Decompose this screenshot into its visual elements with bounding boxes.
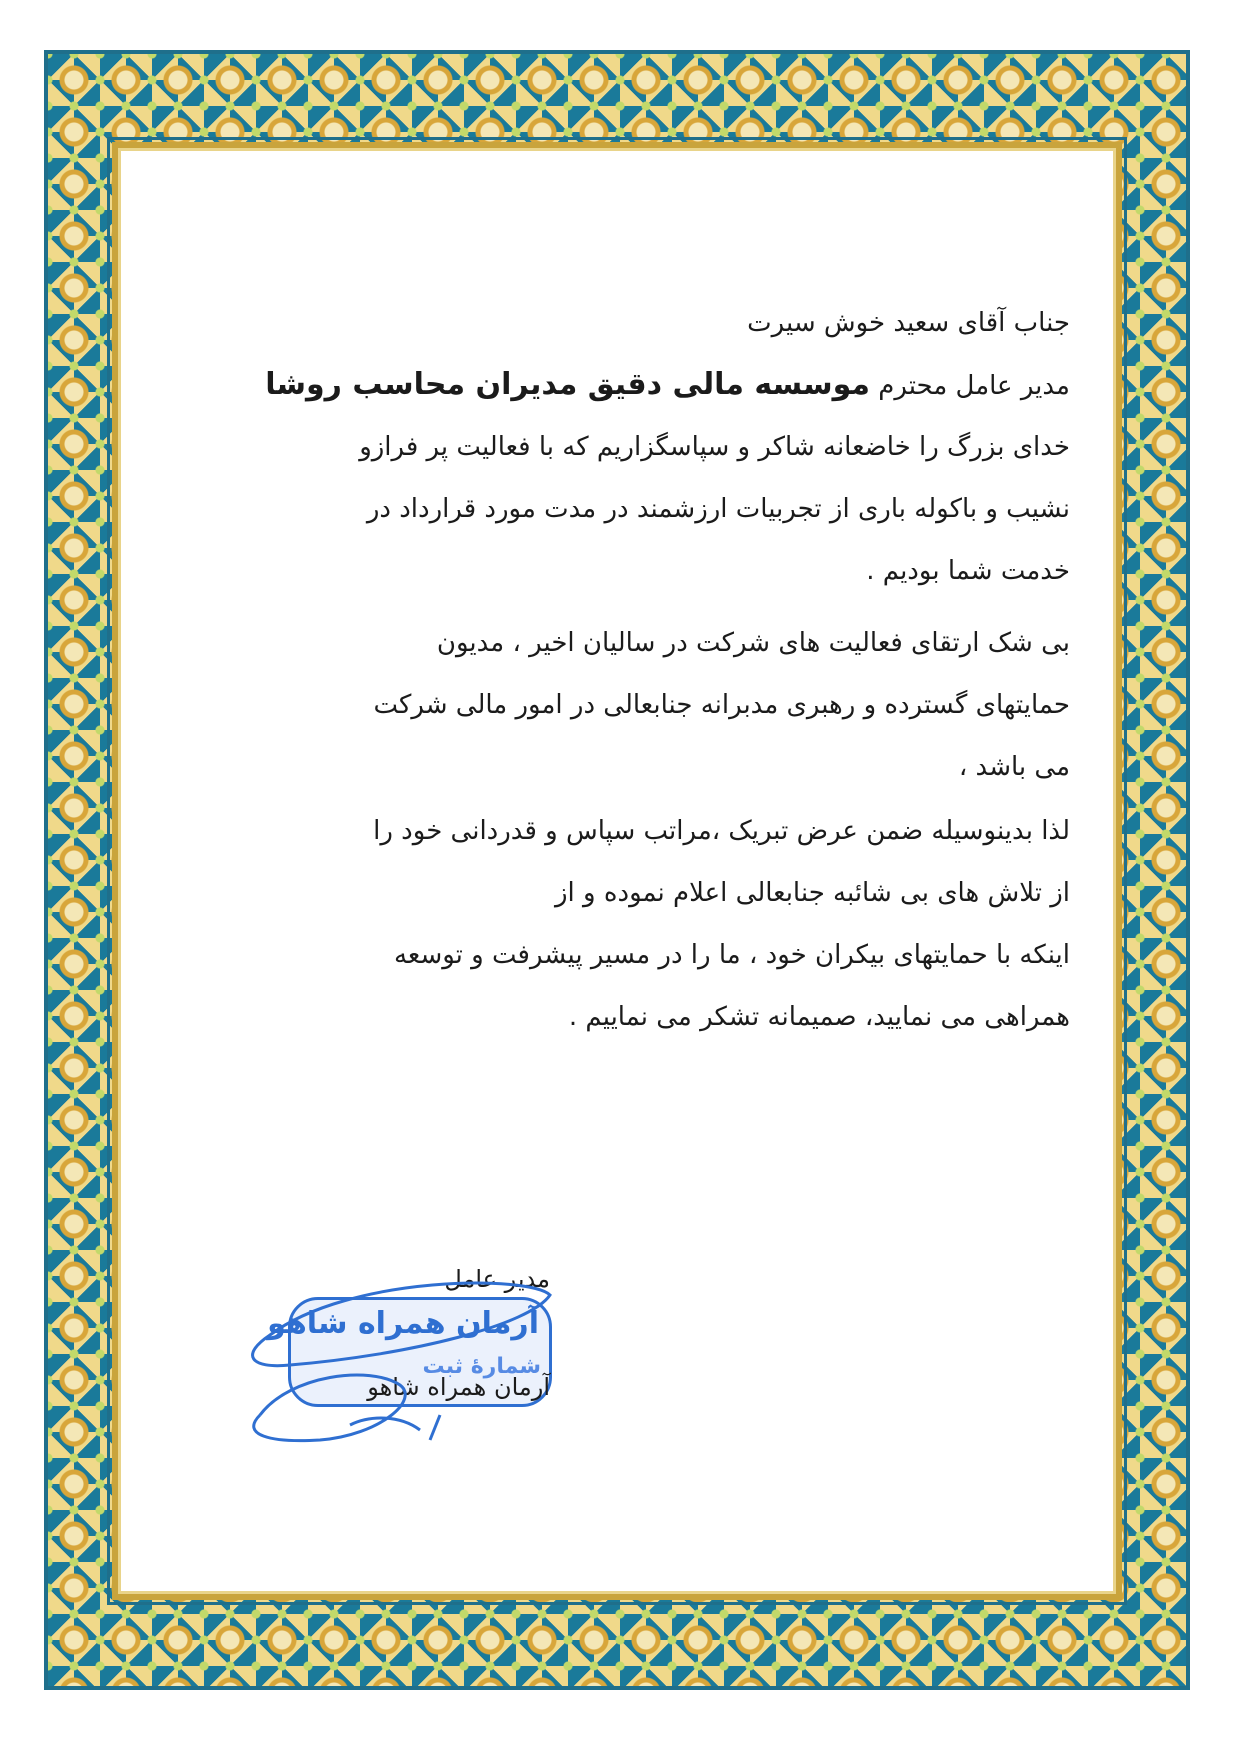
recipient-title bbox=[265, 354, 1070, 416]
stamp-company-name: آرمان همراه شاهو bbox=[267, 1306, 539, 1341]
signature-block bbox=[230, 1265, 560, 1465]
signer-name: آرمان همراه شاهو bbox=[367, 1373, 550, 1401]
stamp-sub-text: شمارۀ ثبت bbox=[422, 1354, 541, 1379]
paragraph-1 bbox=[180, 416, 1070, 602]
paragraph-line: خدمت شما بودیم . bbox=[866, 556, 1070, 586]
recipient-position: مدیر عامل محترم bbox=[869, 371, 1070, 401]
paragraph-line: می باشد ، bbox=[958, 752, 1070, 782]
paragraph-line: نشیب و باکوله باری از تجربیات ارزشمند در مدت مورد قرارداد در bbox=[366, 494, 1070, 524]
paragraph-line: از تلاش های بی شائبه جنابعالی اعلام نموده و از bbox=[555, 878, 1070, 908]
signer-title: مدیر عامل bbox=[444, 1265, 550, 1293]
paragraph-line: بی شک ارتقای فعالیت های شرکت در سالیان اخیر ، مدیون bbox=[436, 628, 1070, 658]
paragraph-line: همراهی می نمایید، صمیمانه تشکر می نماییم . bbox=[568, 1002, 1070, 1032]
recipient-organization: موسسه مالی دقیق مدیران محاسب روشا bbox=[265, 367, 870, 402]
handwritten-signature-icon bbox=[230, 1265, 560, 1465]
paragraph-line: لذا بدینوسیله ضمن عرض تبریک ،مراتب سپاس و قدردانی خود را bbox=[373, 816, 1070, 846]
paragraph-3 bbox=[180, 800, 1070, 1048]
paragraph-2 bbox=[180, 612, 1070, 798]
recipient-name: جناب آقای سعید خوش سیرت bbox=[747, 308, 1070, 338]
paragraph-line: حمایتهای گسترده و رهبری مدبرانه جنابعالی در امور مالی شرکت bbox=[373, 690, 1070, 720]
paragraph-line: اینکه با حمایتهای بیکران خود ، ما را در مسیر پیشرفت و توسعه bbox=[393, 940, 1070, 970]
paragraph-line: خدای بزرگ را خاضعانه شاکر و سپاسگزاریم که با فعالیت پر فرازو bbox=[359, 432, 1070, 462]
